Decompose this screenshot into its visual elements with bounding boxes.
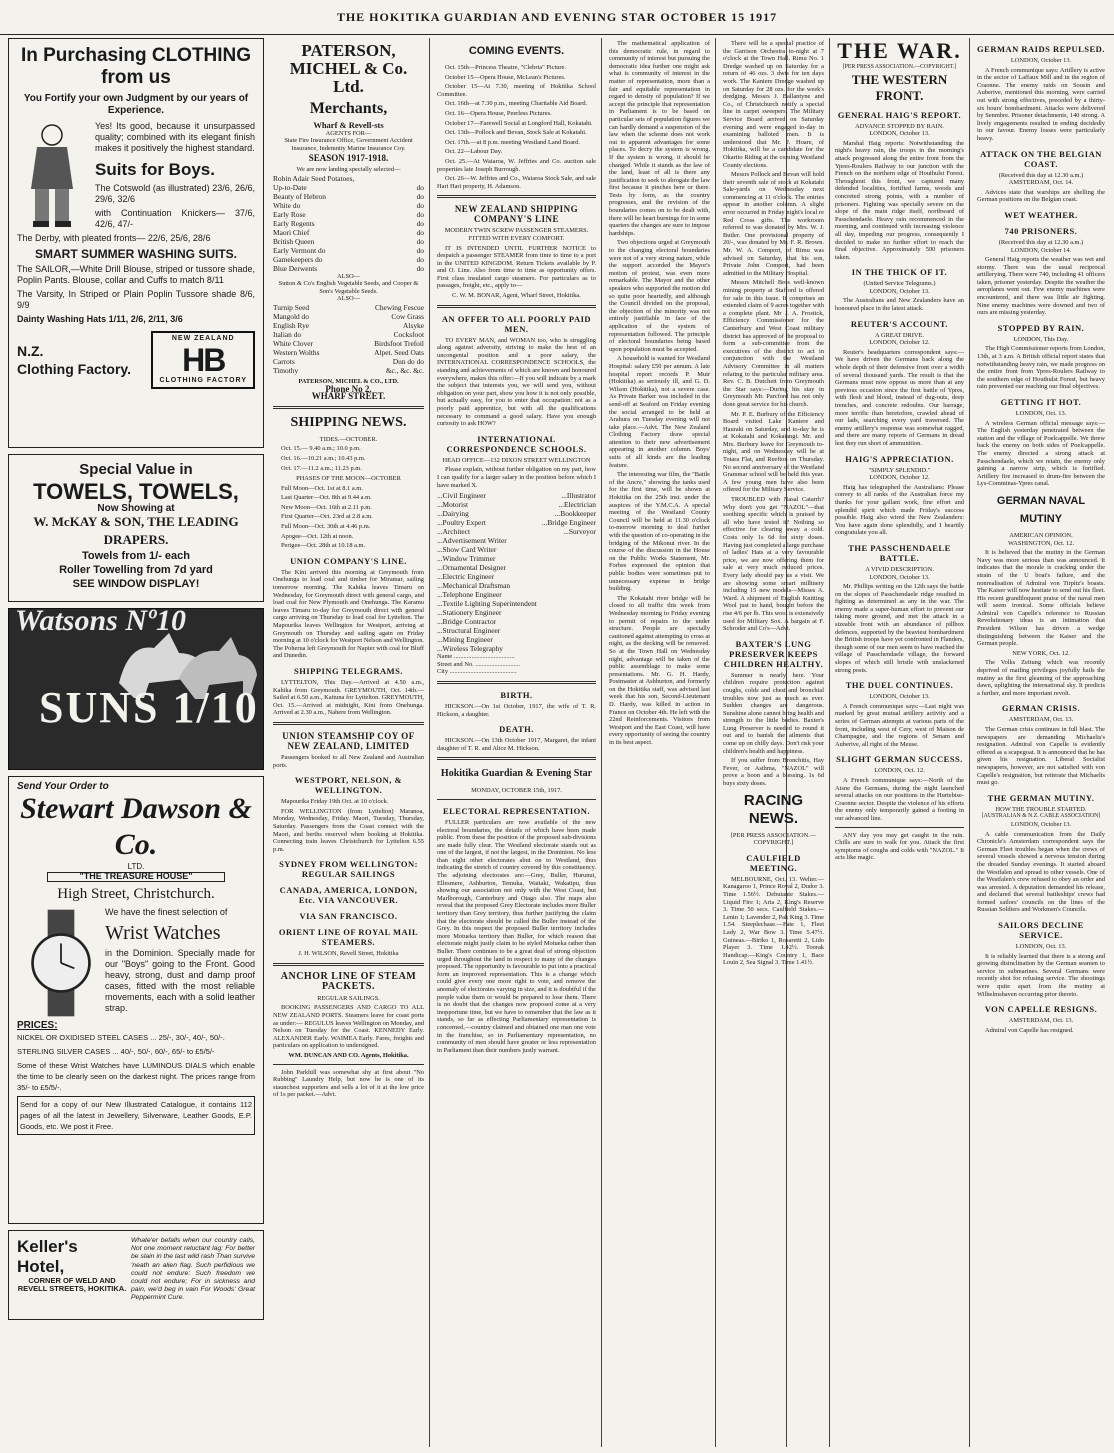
dawson-body: in the Dominion. Specially made for our "Boys" going to the Front. Good heavy, strong, dust and damp proof cases, fitted with the most reliable movements, each with a solid leather strap.	[105, 947, 255, 1013]
war-text1: Marshal Haig reports: Notwithstanding the night's heavy rain, the troops in the morning's attack progressed along the entire front from the Ypres-Roulers Railway to our junction with the French on the northern edge of Houthulst Forest. Throughout this front, we captured many defended localities, fortified farms, woods and concreted strong points, with a number of prisoners. Fighting was specially severe on the slope of the main ridge itself, northward of Passchendaele. Heavy rain recommenced in the morning, and continued with increasing violence all day, impeding our progress, consequently I decided to make no further effort to reach the final objective. Approximately 500 prisoners taken.	[835, 139, 964, 261]
paterson-agent-list: State Fire Insurance Office, Government Accident Insurance, Indemnity Marine Insurance Coy.	[284, 137, 413, 152]
window-display: SEE WINDOW DISPLAY!	[72, 577, 200, 590]
c8-amst2: AMSTERDAM, Oct. 13.	[1008, 716, 1074, 724]
war-text3: Reuter's headquarters correspondent says:—We have driven the Germans back along the whole depth of their defensive front over a width of several thousand yards. The result is that the Germans must now oppose us more than at any previous occasion since the first battle of Ypres, with flesh and blood, instead of dug-outs, deep trenches, and concrete redoubts. Our barrage, more terrific than heretofore, crawled ahead of our lads, searching every yard traversed. The enemy artillery's response was somewhat ragged, and there are many reports of Germans in dread lest they run short of ammunition.	[835, 348, 964, 447]
keller-verse: Whate'er befalls when our country calls, Not one moment reluctant lag: For better be slain in the last wild rash Than survive 'neath an alien flag. Such perfidious we could not endure: Such freedom we could not endure; For in sickness and pain, we'd beg in vain For Woods' Great Peppermint Cure.	[131, 1237, 255, 1302]
war-london4: LONDON, October 12.	[869, 474, 930, 482]
nzship-head: NEW ZEALAND SHIPPING COMPANY'S LINE	[454, 204, 579, 225]
ics-office: HEAD OFFICE—132 DIXON STREET WELLINGTON	[442, 456, 591, 464]
coming-event: October 15—Opera House, McLean's Pictures.	[445, 73, 566, 81]
col5-text5: TROUBLED with Nasal Catarrh? Why don't you get "NAZOL"—that soothing specific which is praised by all who have tested it? Nothing so effective for clearing away a cold. Costs only 1s 6d for sixty doses. Having just completed a large purchase of ladies' Hats at a very favourable price, we are now offering them for sale at very much reduced prices. Every lady should pay us a visit. We are showing some smart millinery including 15 new models—Misses A. Ward. A shipment of English Knitting Wool just to hand, bought before the rise 4/6 per lb. This wool is extensively used for Military Sox. A bargain at F. Schroder and Co's—Advt.	[723, 496, 824, 633]
american-head: AMERICAN OPINION.	[1009, 531, 1073, 539]
factory-label: Clothing Factory.	[17, 361, 132, 377]
clothing-ad-title: In Purchasing CLOTHING from us	[20, 45, 252, 88]
dawson-prices: PRICES:	[17, 1019, 58, 1031]
c8-rec2: (Received this day at 12.30 a.m.)	[998, 238, 1084, 246]
boy-figure-icon	[17, 121, 87, 231]
col4-text2: Two objections urged at Greymouth to the changing electoral boundaries were not of a very strong nature, while the support accorded the Mayor's motion of protest, was even more remarkable. The Mayor and the other speakers who supported the motion did so quite poor heartedly, and although the Council divided on the proposal, the objection of the minority was not entirely justifiable in face of the application of the system of representation followed. The principle of electoral boundaries being based upon population must be accepted.	[609, 239, 710, 353]
paterson-landing: We are now landing specially selected—	[296, 165, 401, 173]
seed-list	[273, 174, 424, 273]
varsity-suit: The Varsity, In Striped or Plain Poplin Tussore shade 8/6, 9/9	[17, 289, 255, 310]
union-steam-text: Passengers booked to all New Zealand and Australian ports.	[273, 753, 424, 769]
moon-row: New Moon—Oct. 16th at 2.11 p.m.	[281, 503, 372, 511]
war-london2: LONDON, October 13.	[869, 287, 930, 295]
c8-text5: A wireless German official message says:—The English yesterday penetrated between the station and the village of Poelcappelle. We threw back the enemy on both sides of Poelcappelle. The enemy directed a strong attack at Passchendaele, which we retain, the enemy only gaining a narrow strip, which is fortified. Artillery fire increased to drum-fire between the Lys-Comminas-Ypres canal.	[977, 419, 1105, 488]
course-row: ...Civil Engineer ...Illustrator	[437, 491, 596, 501]
paterson-also1: ALSO—	[336, 272, 361, 280]
turnip-row: Mangold do Cow Grass	[273, 311, 424, 321]
moon-list	[273, 485, 424, 550]
orient-head: ORIENT LINE OF ROYAL MAIL STEAMERS.	[278, 927, 419, 948]
union-line-text: The Kini arrived this morning at Greymouth from Onehunga to load coal and timber for Miramar, sailing tomorrow morning. The Kahika leaves Timaru on Wednesday, for Greymouth direct with general cargo, and load coal for New Plymouth and Onehunga. The Karamu leaves Timaru to-day for Greymouth direct with general cargo arriving on Thursday to load coal for Lyttelton. The Mapourika leaves Wellington for Westport, arriving at Greymouth on Thursday and sailing again on Friday morning at 10 o'clock for Westport Nelson and Wellington. The Poherua left Greymouth for Napier with coal for Bluff and Dunedin.	[273, 568, 424, 660]
towels-title1: Special Value in	[79, 461, 193, 478]
drive-head: A GREAT DRIVE.	[874, 331, 925, 339]
duel-head: THE DUEL CONTINUES.	[845, 680, 954, 691]
seed-row: Early Regents do	[273, 218, 424, 228]
western-front: THE WESTERN FRONT.	[851, 71, 948, 103]
baxter-head: BAXTER'S LUNG PRESERVER KEEPS CHILDREN HEALTHY.	[723, 638, 824, 669]
towels-title2: TOWELS, TOWELS,	[33, 479, 239, 504]
paterson-merchants: Merchants,	[309, 100, 388, 117]
war-ust: (United Service Telegrams.)	[863, 280, 936, 288]
roller-price: Roller Towelling from 7d yard	[59, 563, 213, 576]
keller-addr: CORNER OF WELD AND REVELL STREETS, HOKITIKA.	[17, 1276, 127, 1293]
coming-event: Oct. 26—W. Jeffries and Co., Waiaroa Stock Sale, and sale Hari Hari property, H. Adamson.	[437, 175, 596, 190]
reuter-head: REUTER'S ACCOUNT.	[850, 318, 949, 329]
mutiny2-head: THE GERMAN MUTINY.	[987, 792, 1095, 803]
prisoners-head: 740 PRISONERS.	[1004, 225, 1078, 236]
seed-row: British Queen do	[273, 236, 424, 246]
course-list	[437, 491, 596, 653]
sailor-suit: The SAILOR,—White Drill Blouse, striped or tussore shade, Poplin Pants. Blouse, collar and Cuffs to match 8/11	[17, 264, 255, 285]
c8-ny: NEW YORK, Oct. 12.	[1012, 649, 1070, 657]
dawson-street: High Street, Christchurch.	[57, 885, 215, 902]
nzship-text: IT IS INTENDED UNTIL FURTHER NOTICE to despatch a passenger STEAMER from time to time to a port in the UNITED KINGDOM. Return Tickets available by P. and O. Line. Also from time to time as opportunity offers. First class insulated cargo steamers. For particulars as to passages, freight, etc., apply to—	[437, 244, 596, 290]
mutiny-head: GERMAN NAVAL MUTINY	[996, 494, 1086, 525]
death-text: HICKSON.—On 13th October 1917, Margaret, the infant daughter of T. R. and Alice M. Hickson.	[437, 737, 596, 752]
course-row: ...Structural Engineer	[437, 626, 501, 636]
anchor-text: BOOKING PASSENGERS AND CARGO TO ALL NEW ZEALAND PORTS. Steamers leave for coast ports as under:— REGULUS leaves Wellington on Monday, and Nelson on Tuesday for the Coast. KENNEDY Early. ALEXANDER Early. WAIMEA Early. Fares, freights and particulars on application to undersigned.	[273, 1004, 424, 1050]
wet-head: WET WEATHER.	[1004, 209, 1078, 220]
c8-london5: LONDON, October 13.	[1010, 820, 1072, 828]
paterson-footer1: PATERSON, MICHEL & CO., LTD.	[298, 377, 399, 385]
luminous-text: Some of these Wrist Watches have LUMINOUS DIALS which enable the time to be clearly seen on the darkest night. The prices range from 35/- to £5/5/-.	[17, 1061, 255, 1093]
tide-list	[273, 445, 424, 472]
watsons-sign: SUNS 1/10	[39, 683, 259, 732]
seed-row: Robin Adair Seed Potatoes,	[273, 173, 355, 183]
coming-event: Oct. 22—Labour Day.	[445, 148, 503, 156]
vivid-head: A VIVID DESCRIPTION.	[865, 565, 934, 573]
cable-column	[972, 38, 1110, 1447]
c8-text3: General Haig reports the weather was wet and stormy. There was the usual reciprocal artillerying. There were 740, including 41 officers taken, prisoner yesterday. Despite the weather the aeroplanes went out. Few enemy machines were encountered, and there was little air fighting. Nine enemy machines were downed and two of ours are missing yesterday.	[977, 256, 1105, 317]
col5-text2: Messrs Pollock and Bevan will hold their seventh sale of stock at Kokatahi Sale-yards on Wednesday next commencing at 11 o'clock. The entries appear in another column. A slight error occurred in Friday night's local re Red Cross gifts. The workroom referred to was donated by Mrs. W. J. Butler. One provisional property of 20/-, was donated by Mr. F. R. Brown. Mr. W. A. Comport, of Rimu was advised on Saturday, that his son, Private John Comport, had been admitted to the Military Hospital.	[723, 171, 824, 277]
anchor-head: ANCHOR LINE OF STEAM PACKETS.	[280, 970, 417, 992]
summer-heading: SMART SUMMER WASHING SUITS.	[34, 247, 237, 261]
course-row: ...Ornamental Designer	[437, 563, 506, 573]
course-row: ...Wireless Telegraphy	[437, 644, 503, 654]
advance-head: ADVANCE STOPPED BY RAIN.	[855, 122, 944, 130]
coming-events-list	[437, 64, 596, 190]
c8-amst3: AMSTERDAM, Oct. 13.	[1008, 1017, 1074, 1025]
turnip-row: Carrots Dun do do	[273, 356, 424, 366]
moon-row: Apogee—Oct. 12th at noon.	[281, 532, 354, 540]
haig-head: GENERAL HAIG'S REPORT.	[837, 109, 962, 120]
war-text7: A French communique says:—North of the Aisne the Germans, during the night launched several attacks on our positions in the Hurtebise-Craonne sector. Despite the violence of his efforts the enemy only temporarily gained a footing in our advanced line.	[835, 776, 964, 822]
coming-event: Oct. 17th.—at 8 p.m. meeting Westland Land Board.	[445, 138, 580, 146]
knickers-price: with Continuation Knickers— 37/6, 42/6, 47/-	[95, 208, 255, 229]
course-row: ...Stationery Engineer	[437, 608, 502, 618]
war-text6: A French communique says:—Last night was marked by great mutual artillery activity and a series of German attempts at various parts of the front, including west of Cery, west of Maison de Champagne, and the regions of Senam and Auberive, all right of the Meuse.	[835, 702, 964, 748]
c8-text4: The High Commissioner reports from London, 13th, at 3 a.m. A British official report states that notwithstanding heavy rain, we made progress on the entire front from Ypres-Roulers Railway to the southern edge of Houthulst Forest, but heavy rain prevented our reaching our final objectives.	[977, 345, 1105, 391]
wrist-watch-icon	[21, 908, 101, 1018]
dawson-name: Stewart Dawson & Co.	[20, 791, 252, 861]
editorial-date: MONDAY, OCTOBER 15th, 1917.	[471, 787, 562, 795]
appr-head: HAIG'S APPRECIATION.	[845, 453, 954, 464]
editorial-text: FULLER particulars are now available of the new electoral boundaries, the details of which have been made public. From these the position of the proposed sub-divisions are made fully clear. The Westland electorate stands out as one of the largest, if not the largest, in the Dominion. No less than eight other electorates abut on to Westland, thus indicating the stretch of country covered by this constituency. The adjoining electorates are:—Grey, Buller, Hurunui, Ellesmere, Ashburton, Temuka, Waitaki, Wakatipu, thus showing our association not only with the West Coast, but Marlborough, Canterbury and Otago also. The maps also reveal that the proposed Grey Electorate includes more Buller territory than Grey territory, thus further justifying the claim that the electorate should be called the Buller instead of the Grey. In this respect the proposed Buller territory includes more Motueka territory than Buller, for which reason that electorate might justly claim to be styled Motueka rather than Buller. There continues to be a great deal of strong objection urged throughout the land in respect to many of the changes proposed. The opportunity is favourable to put into a practical form an improved representation. This is a change which could give every one more right to vote, and remove the anomaly of electorates varying in size, and it is doubtful if the people value them or would be prepared to lose them. There is no doubt that the changes now proposed come at a very inopportune time, but we have to remember that the law as it stands, so far as effecting Parliamentary representation is concerned,—country claimed and obtained one man one vote in the franchise, so in Parliamentary representation, no community of men should have greater or less representation in Parliament than their numbers justly warrant.	[437, 818, 596, 1054]
racing-sub: [PER PRESS ASSOCIATION.—COPYRIGHT.]	[730, 831, 817, 847]
derby-price: The Derby, with pleated fronts— 22/6, 25/6, 28/6	[17, 233, 211, 243]
c8-london6: LONDON, Oct. 13.	[1015, 943, 1067, 951]
racing-head: RACING NEWS.	[743, 791, 804, 827]
c8-wash: WASHINGTON, Oct. 12.	[1007, 539, 1075, 547]
ics-city-field[interactable]: City ..........................................	[437, 668, 517, 676]
coming-event: Oct. 16—Opera House, Peerless Pictures.	[445, 109, 552, 117]
c8-amst1: AMSTERDAM, Oct. 14.	[1008, 179, 1074, 187]
col4-text5: The Kokatahi river bridge will be closed to all traffic this week from Wednesday morning to Friday evening to permit of repairs to the under structure. People are specially cautioned against attempting to cross at night, as the decking will be removed. So at the Town Hall on Wednesday night, advantage will be taken of the public assemblage to make some presentations. Mr. G. H. Hardy, Postmaster at Ashburton, and formerly on the Hokitika staff, was advised last week that his son, Second-Lieutenant D. Hardy, was killed in action in France on October 4th. He left with the 22nd Reinforcements. Visitors from Westport and the East Coast, will have every opportunity of seeing the country in its best aspect.	[609, 594, 710, 747]
seed-row: Beauty of Hebron do	[273, 191, 424, 201]
c8-text9: A cable communication from the Daily Chronicle's Amsterdam correspondent says the German Fleet troubles began when the crews of several vessels showed a nervous tension during the dreaded Sunday evenings. It started aboard the Westfalen and spread to other vessels. One of the Westfalen's crew refused to obey an order and was arrested. A deputation demanded his release, and declared that several battleships' crews had formed sailors' councils on the lines of the Russian Soldiers and Workmen's Councils.	[977, 830, 1105, 914]
seed-row: Early Rose do	[273, 209, 424, 219]
washing-hats: Dainty Washing Hats 1/11, 2/6, 2/11, 3/6	[17, 314, 183, 324]
masthead: THE HOKITIKA GUARDIAN AND EVENING STAR OCTOBER 15 1917	[0, 0, 1114, 35]
ics-head: AN OFFER TO ALL POORLY PAID MEN.	[441, 313, 592, 334]
turnip-row: White Clover Birdsfoot Trefoil	[273, 338, 424, 348]
course-row: ...Architect ...Surveyor	[437, 527, 596, 537]
war-assoc: [PER PRESS ASSOCIATION.—COPYRIGHT.]	[842, 64, 957, 70]
war-london7: LONDON, Oct. 12.	[874, 767, 925, 775]
caulfield-head: CAULFIELD MEETING.	[746, 852, 801, 873]
paterson-footer3: WHARF STREET.	[311, 391, 386, 402]
seed-row: Gamekeepers do do	[273, 254, 424, 264]
race-text: MELBOURNE, Oct. 13. Welter.—Kanagaroo 1, Prince Royal 2, Dudor 3. Time 1.56½. Debutante Stakes.—Liquid Fire 1; Aria 2, King's Reserve 3. Time 50 secs. Caulfield Stakes.—Lenin 1; Lavender 2, Pak King 3. Time 1.54. Steeplechase.—Fate 1, Fleet Lady 2, War Bow 3. Time 5.47½. Guineas.—Biriko 1, Rosaretti 2, Lido Player 3. Time 1.42½. Toorak Handicap.—King's Country 1, Bace Louin 2, Sea Signal 3. Time 1.41½.	[723, 875, 824, 967]
editorial-paper: Hokitika Guardian & Evening Star	[440, 768, 593, 780]
dawson-ltd: LTD.	[127, 861, 145, 871]
pass-head: THE PASSCHENDAELE BATTLE.	[848, 542, 951, 563]
how-head: HOW THE TROUBLE STARTED.	[995, 805, 1087, 813]
anchor-sub: REGULAR SAILINGS.	[317, 994, 380, 1002]
ics-schools: INTERNATIONAL CORRESPONDENCE SCHOOLS.	[446, 433, 587, 454]
c8-text1: A French communique says: Artillery is active in the sector of Laffaux Mill and in the region of Craonne. The enemy raids on Sousin and Auberive, mentioned this morning, were carried out with strong effectives, preceded by a thirty-six hours' bombardment. Attacks were delivered by Senmbre. Prisoner detachments, 140 strong. A lively engagements resulted in ending decidedly in our favour. Enemy losses were particularly heavy.	[977, 66, 1105, 142]
union-agent: J. H. WILSON, Revell Street, Hokitika	[298, 950, 399, 958]
sydney-head: SYDNEY FROM WELLINGTON: REGULAR SAILINGS	[279, 859, 418, 880]
towels-ad	[8, 454, 264, 602]
course-row: ...Motorist ...Electrician	[437, 500, 596, 510]
clothing-ad-tagline: You Fortify your own Judgment by our years of Experience.	[23, 93, 249, 116]
hb-logo: NEW ZEALAND HB CLOTHING FACTORY	[151, 331, 255, 389]
thick-head: IN THE THICK OF IT.	[851, 267, 948, 278]
tides-head: TIDES.—OCTOBER.	[319, 435, 378, 443]
course-row: ...Telephone Engineer	[437, 590, 502, 600]
tide-row: Oct. 16.—10.21 a.m.; 10.43 p.m.	[281, 454, 366, 462]
ics-text: TO EVERY MAN, and WOMAN too, who is struggling along against adversity, striving to make the best of an uncongenial position and a poor salary, the INTERNATIONAL CORRESPONDENCE SCHOOLS, the standing and achievements of which are known and honoured everywhere, makes this offer:—If you will indicate by a mark the subject that interests you, we will send you, without obligation on your part, show you how it is not only possible, but actually easy, for you to enter that occupation: not as a poorly paid apprentice, but with all the qualifications necessary to command a good salary. Have you enough curiosity to ask HOW?	[437, 336, 596, 428]
war-text2: The Australians and New Zealanders have an honoured place in the latest attack.	[835, 297, 964, 313]
nzship-agent: C. W. M. BONAR, Agent, Wharf Street, Hokitika.	[452, 292, 581, 300]
watsons-brand: Watsons Nº10	[15, 608, 186, 637]
c8-text10: It is reliably learned that there is a strong and growing disinclination by the German seamen to service in submarines. Several Germans were recently shot for refusing service. The shootings were quite apart from the mutiny at Wilhelmshaven occurring prior thereto.	[977, 952, 1105, 998]
ics-name-field[interactable]: Name ......................................	[437, 653, 515, 661]
nzship-sub: MODERN TWIN SCREW PASSENGER STEAMERS. FITTED WITH EVERY COMFORT.	[444, 227, 589, 242]
coming-events-head: COMING EVENTS.	[468, 45, 565, 57]
turnip-list	[273, 303, 424, 375]
dawson-ad	[8, 776, 264, 1224]
nazol-foot: If you suffer from Bronchitis, Hay Fever, or Asthma, "NAZOL" will prove a boon and a blessing. 1s 6d buys sixty doses.	[723, 757, 824, 788]
c8-text8: The German crisis continues in full blast. The newspapers are demanding Michaelis's resignation. Admiral von Capelle is evidently offered as a scapegoat. It is announced that he has given his resignation. Liberal Socialist newspapers, however, are not satisfied with von Capelle's resignation, but reiterate that Michaelis must go.	[977, 726, 1105, 787]
war-head: THE WAR.	[837, 38, 962, 63]
war-london5: LONDON, October 13.	[869, 573, 930, 581]
col5-text1: There will be a special practice of the Garrison Orchestra to-night at 7 o'clock at the Town Hall. Rimu No. 1 Dredge washed up on Saturday for a return of 46 ozs. 3 dwts for ten days work. The Kaniere Dredge washed up on Saturday for 28 ozs. for the week's dredging. Messrs J. Ballantyne and Co., of Christchurch notify a special line in carpet sweepers. The Military Service Board arrived on Saturday evening and were engaged to-day in examining balloted men. It is understood that Mr. J. Hoare, of Hokitika, will be a candidate for the Okarito Riding at the coming Westland County elections.	[723, 40, 824, 169]
course-row: ...Textile Lighting Superintendent	[437, 599, 537, 609]
course-row: ...Mining Engineer	[437, 635, 493, 645]
dawson-watches: Wrist Watches	[105, 921, 221, 944]
tide-row: Oct. 15.— 9.40 a.m.; 10.0 p.m.	[281, 445, 361, 453]
wellington-sailing: FOR WELLINGTON (from Lyttelton) Maranoa, Monday, Wednesday, Friday. Maori, Tuesday, Thursday, Saturday. Passengers from the Coast connect with the Maori, and berths reserved when booking at Hokitika. Connecting train leaves Christchurch for Lyttelton 6.55 p.m.	[273, 807, 424, 853]
events-column	[432, 38, 602, 1447]
clothing-ad-body: Yes! Its good, because it unsurpassed quality; combined with its elegant finish makes it positively the highest standard.	[95, 121, 255, 153]
course-row: ...Electric Engineer	[437, 572, 495, 582]
course-row: ...Poultry Expert ...Bridge Engineer	[437, 518, 596, 528]
silver-price: STERLING SILVER CASES ... 40/-, 50/-, 60/-, 65/- to £5/5/-	[17, 1047, 215, 1057]
baxter-text: Summer is nearly here. Your children require protection against coughs, colds and chest and bronchial troubles now just as much as ever. Sudden changes are dangerous. Sunshine alone cannot bring health and strength to the little bodies. Baxter's Lung Preserver is needed to round it out and to banish the ailments that come up on chilly days. Don't risk your children's health and happiness.	[723, 671, 824, 755]
col4-text4: The interesting war film, the "Battle of the Ancre," showing the tanks used for the first time, will be shown at Hokitika on the 25th inst. under the auspices of the Y.M.C.A. A special meeting of the Westland County Council will be held at 11.30 o'clock to-morrow morning to deal further with the question of co-operating in the bridging of the Mikonui river. In the course of the discussion in the House on the Public Works Statement, Mr. Forbes expressed the opinion that public bodies were sometimes put to unnecessary expense in bridge building.	[609, 471, 710, 593]
canada-head: CANADA, AMERICA, LONDON, Etc. VIA VANCOUVER.	[279, 885, 418, 906]
paterson-name: PATERSON, MICHEL & Co. Ltd.	[289, 41, 408, 96]
c8-london1: LONDON, October 13.	[1010, 57, 1072, 64]
anchor-agent: WM. DUNCAN AND CO. Agents, Hokitika.	[288, 1052, 409, 1060]
watsons-ad	[8, 608, 264, 770]
seed-row: Up-to-Date do	[273, 182, 424, 192]
paterson-agents: AGENTS FOR—	[325, 129, 372, 137]
getting-head: GETTING IT HOT.	[1000, 397, 1082, 407]
nz-label: N.Z.	[17, 343, 44, 359]
dawson-intro: We have the finest selection of	[105, 906, 228, 917]
paterson-footer2: Phone No 2.	[325, 383, 372, 394]
moon-row: First Quarter—Oct. 23rd at 2.8 a.m.	[281, 513, 373, 521]
c8-london4: LONDON, Oct. 13.	[1015, 410, 1067, 417]
col4-text3: A household is wanted for Westland Hospital: salary £50 per annum. A late hospital report records P. Muir (Hokitika) as seriously ill, and G. D. Wilson (Hokitika), not a severe case. As Private Barker was included in the send-off at Seaford on Friday evening the social arranged to be held at Arahura on Tuesday evening will not take place.—Advt. The New Zealand Clothing Factory draw special attention to their new advertisement appearing in another column. Boys' suits of all kinds are the leading feature.	[609, 355, 710, 469]
ads-column	[8, 38, 264, 1447]
death-head: DEATH.	[499, 724, 534, 735]
col5-text3: Messrs Mitchell Bros well-known mining property at Stafford is offered for sale in this issue. It comprises an extended claim of 9 acres together with a complete plant. Mr J. A. Frostick, Efficiency Commissioner for the Canterbury and West Coast military district has approved of the proposal to form a sub-committee from the executives of the district to act in conjunction with the Westland Advisory Committee in all matters relating to the particular military area. Rev. C. B. Dutchett from Greymouth the Star says:—During his stay in Greymouth Mr. Parcford has not only done great service for his church.	[723, 279, 824, 408]
union-steam-head: UNION STEAMSHIP COY OF NEW ZEALAND, LIMITED	[282, 730, 415, 751]
union-line-head: UNION COMPANY'S LINE.	[290, 555, 407, 566]
dawson-house: "THE TREASURE HOUSE"	[47, 872, 225, 882]
c8-text11: Admiral von Capelle has resigned.	[985, 1026, 1074, 1034]
coming-event: Oct. 15th—Princess Theatre, "Clebria" Picture.	[445, 64, 566, 71]
moon-row: Last Quarter—Oct. 8th at 9.44 a.m.	[281, 494, 372, 502]
news-column-4	[604, 38, 716, 1447]
course-row: ...Mechanical Draftsman	[437, 581, 511, 591]
ics-form-intro: Please explain, without further obligation on my part, how I can qualify for a larger salary in the position before which I have marked X.	[437, 466, 596, 489]
war-london1: LONDON, October 13.	[869, 130, 930, 138]
coming-event: Oct. 13th—Pollock and Bevan, Stock Sale at Kokatahi.	[445, 129, 587, 137]
belgian-head: ATTACK ON THE BELGIAN COAST.	[980, 148, 1102, 169]
course-row: ...Advertisement Writer	[437, 536, 507, 546]
coming-event: Oct. 25.—At Waiaroa, W. Jeffries and Co. auction sale properties late Joseph Burrough.	[437, 157, 596, 173]
turnip-row: Italian do Cocksfoot	[273, 329, 424, 339]
dawson-send: Send Your Order to	[17, 781, 109, 792]
war-nazol: ANY day you may get caught in the rain. Chills are sure to walk for you. Attack the first symptoms of coughs and colds with "NAZOL." It acts like magic.	[835, 831, 964, 862]
war-column	[830, 38, 970, 1447]
birth-text: HICKSON.—On 1st October, 1917, the wife of T. R. Hickson, a daughter.	[437, 702, 596, 718]
stopped-head: STOPPED BY RAIN.	[997, 322, 1085, 333]
tide-row: Oct. 17.—11.2 a.m.; 11.23 p.m.	[281, 464, 362, 472]
col5-text4: Mr. P. E. Burbury of the Efficiency Board visited Lake Kaniere and Hauraki on Saturday, and to-day he is at Kokatahi and Kokatangi. Mr. and Mrs. Burbury leave for Greymouth to-night, and on Wednesday will be at Totara Flat, and Reefton on Thursday. No second anniversary of the Westland Grammar school will be held this year. A few young men have also been offered for the Military Service.	[723, 410, 824, 494]
c8-rec1: (Received this day at 12.30 a.m.)	[998, 171, 1084, 179]
course-row: ...Show Card Writer	[437, 545, 497, 555]
cotswold-price: The Cotswold (as illustrated) 23/6, 26/6, 29/6, 32/6	[95, 183, 255, 204]
coming-event: October 17—Farewell Social at Longford Hall, Kokatahi.	[445, 119, 593, 127]
local-news-column	[718, 38, 830, 1447]
war-text5: Mr. Phillips writing on the 12th says the battle on the slopes of Passchendaele ridge resulted in fighting as determined as any in the war. The enemy made a super-human effort to prevent our taking more ground, and met the attack in a sizeable front with an abundance of pillbox defences, supported by the heaviest bombardment the British troops have yet confronted in Flanders, though some of our men seem to have reached the village of Passchendaele village, the forward slopes of which still bristle with unslackened strong posts.	[835, 583, 964, 674]
anchor-foot: John Parkhill was somewhat shy at first about "No Rubbing" Laundry Help, but now he is one of its staunchest supporters and sells a lot of it at the low price of 1s per packet.—Advt.	[273, 1068, 424, 1099]
sf-head: VIA SAN FRANCISCO.	[299, 911, 398, 922]
paterson-wharf: Wharf & Revell-sts	[313, 120, 384, 130]
moon-head: PHASES OF THE MOON—OCTOBER	[296, 475, 401, 483]
paterson-season: SEASON 1917-1918.	[308, 153, 389, 164]
c8-text7: The Volks Zeitung which was recently deprived of mailing privileges joyfully hails the mutiny as the first gleaming of the approaching dawn, uplighting the international sky. It predicts a further, and more important revolt.	[977, 659, 1105, 697]
seed-row: Early Vermont do do	[273, 245, 424, 255]
c8-london2: LONDON, October 14.	[1010, 246, 1072, 254]
towels-price: Towels from 1/- each	[82, 549, 190, 562]
turnip-row: Timothy &c., &c. &c.	[273, 365, 424, 375]
turnip-row: English Rye Alsyke	[273, 320, 424, 330]
suits-heading: Suits for Boys.	[95, 160, 215, 179]
turnip-row: Turnip Seed Chewing Fescue	[273, 302, 424, 312]
ics-street-field[interactable]: Street and No. ............................	[437, 660, 521, 668]
seed-row: Blue Derwents do	[273, 263, 424, 273]
c8-text6: It is believed that the mutiny in the German Navy was more serious than was announced. It indicates that the morale is cracking under the strain of the U boat's failure, and the nonrealisation of Admiral von Tirpitz's boasts. The Kaiser will now hesitate to send out his fleet. His recent grandiloquent praise of the naval men will seem ironical. Some officials believe Admiral von Capelle's reference to Russian Revolutionary ideas is an intimation that President Wilson has driven a wedge distinguishing between the Kaiser and the German people.	[977, 549, 1105, 648]
keller-title: Keller's Hotel,	[17, 1237, 78, 1276]
raids-head: GERMAN RAIDS REPULSED.	[977, 44, 1105, 54]
merchant-column	[268, 38, 430, 1447]
moon-row: Full Moon—Oct. 30th at 4.46 p.m.	[281, 523, 371, 531]
col4-text1: The mathematical application of this democratic rule, in regard to community of interest but pursuing the democratic idea further one might ask what is community of interest in the matter of representation, more than a fair and equitable representation in regard to density of population? If we accept the principle that representation in Parliament is to be based on particular sets of population figures we can hardly demand a suspension of the law when the scheme does not work out to apparent advantages for some places. To decry the system is wrong. If the system is wrong, it should be changed. While it stands as the law of the land, least of all is there any justification to seek to abrogate the law first because it pinches here or there. Tests by form, as the country progresses, and the revision of the boundaries comes on to be dealt with, there will be heart burnings for in some quarters the changes are sure to impose hardships.	[609, 40, 710, 237]
seed-row: White do do	[273, 200, 424, 210]
birth-head: BIRTH.	[500, 689, 533, 700]
war-london3: LONDON, October 12.	[869, 339, 930, 347]
coming-event: October 15—At 7.30, meeting of Hokitika School Committee.	[437, 83, 596, 98]
sailors-head: SAILORS DECLINE SERVICE.	[998, 920, 1084, 941]
splendid-head: "SIMPLY SPLENDID."	[868, 466, 931, 474]
westport-sailing: Mapourika Friday 19th Oct. at 10 o'clock.	[281, 798, 389, 806]
coming-event: Oct. 16th—at 7.30 p.m., meeting Charitable Aid Board.	[445, 100, 588, 108]
towels-shop: W. McKAY & SON, THE LEADING DRAPERS.	[33, 513, 239, 547]
crisis-head: GERMAN CRISIS.	[1001, 703, 1081, 714]
c8-london3: LONDON, This Day.	[1013, 335, 1069, 343]
seed-row: Maori Chief do	[273, 227, 424, 237]
course-row: ...Bridge Contractor	[437, 617, 497, 627]
shipping-head: SHIPPING NEWS.	[290, 414, 407, 430]
keller-ad	[8, 1230, 264, 1320]
course-row: ...Dairying ...Bookkeeper	[437, 509, 596, 519]
telegrams-head: SHIPPING TELEGRAMS.	[293, 665, 403, 676]
war-text4: Haig has telegraphed the Australians: Please convey to all ranks of the Australian force my thanks for your gallant work, fine effort and splendid spirit which made Friday's success possible. Haig also wired the New Zealanders: You have again done splendidly, and I heartily congratulate you all.	[835, 483, 964, 537]
catalogue-text: Send for a copy of our New Illustrated Catalogue, it contains 112 pages of all the latest in Jewellery, Silverware, Leather Goods, E.P. Goods, etc. We post it Free.	[17, 1096, 255, 1135]
westport-head: WESTPORT, NELSON, & WELLINGTON.	[294, 775, 403, 796]
turnip-row: Western Wolths Alpet. Seed Oats	[273, 347, 424, 357]
war-london6: LONDON, October 13.	[869, 693, 930, 701]
nickel-price: NICKEL OR OXIDISED STEEL CASES ... 25/-, 30/-, 40/-, 50/-.	[17, 1033, 225, 1043]
telegrams-text: LYTTELTON, This Day.—Arrived at 4.50 a.m., Kahika from Greymouth. GREYMOUTH, Oct. 14th.—Sailed at 6.50 a.m., Kaituna for Lyttelton. GREYMOUTH, Oct. 15.—Arrived at midnight, Kini from Onehunga. Arrived at 2.30 a.m., Nahere from Wellington.	[273, 678, 424, 717]
moon-row: Full Moon—Oct. 1st at 8.1 a.m.	[281, 484, 363, 492]
paterson-also2: ALSO—	[336, 295, 361, 303]
c8-cable: [AUSTRALIAN & N.Z. CABLE ASSOCIATION]	[981, 813, 1101, 820]
paterson-sutton: Sutton & Co's English Vegetable Seeds, and Cooper & Son's Vegetable Seeds.	[278, 280, 419, 295]
c8-text2: Advices state that warships are shelling the German positions on the Belgian coast.	[977, 188, 1105, 204]
moon-row: Perigee—Oct. 28th at 10.18 a.m.	[281, 542, 366, 550]
capelle-head: VON CAPELLE RESIGNS.	[984, 1004, 1098, 1015]
clothing-ad	[8, 38, 264, 448]
towels-showing: Now Showing at	[97, 503, 175, 514]
course-row: ...Window Trimmer	[437, 554, 496, 564]
slight-head: SLIGHT GERMAN SUCCESS.	[836, 754, 963, 765]
editorial-head: ELECTORAL REPRESENTATION.	[442, 805, 591, 816]
